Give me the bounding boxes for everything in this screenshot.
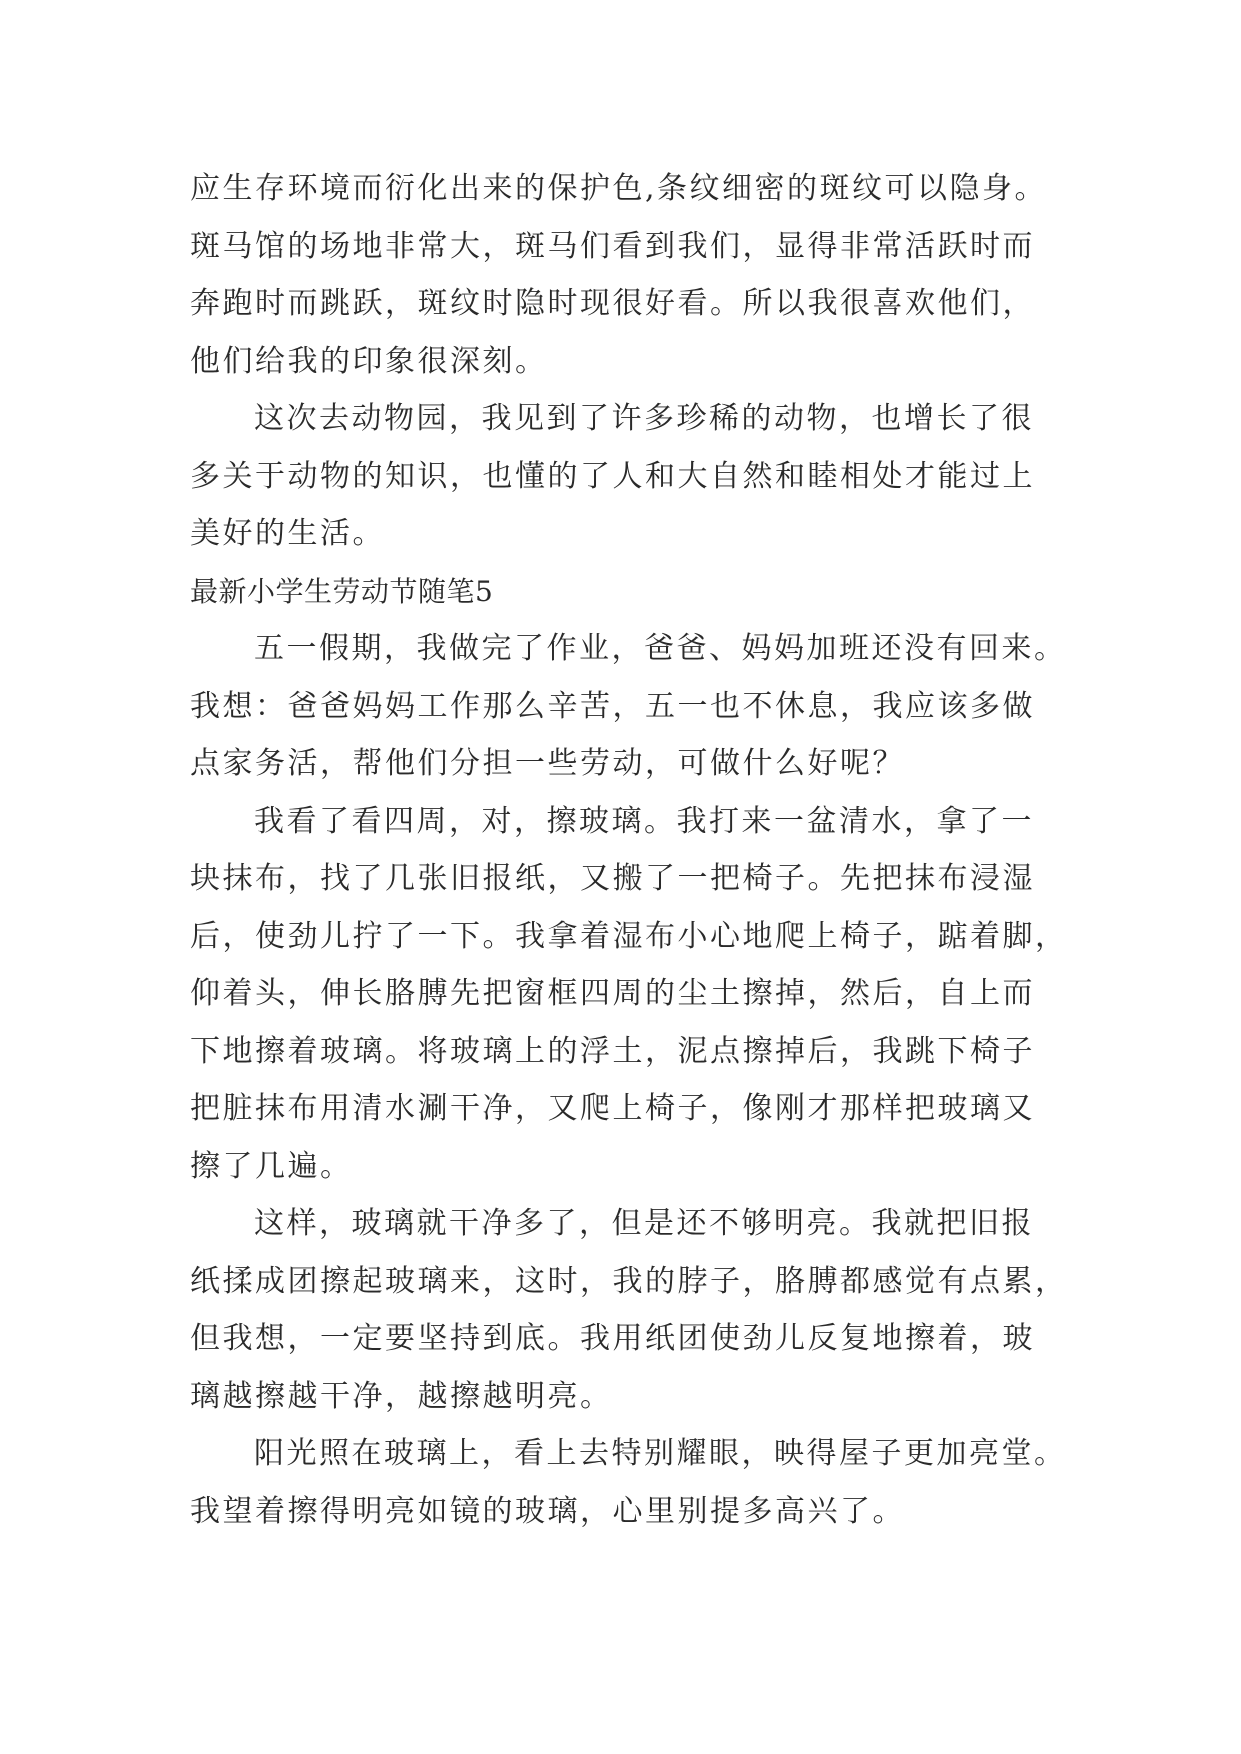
text-line: 把脏抹布用清水涮干净，又爬上椅子，像刚才那样把玻璃又 <box>190 1091 1035 1126</box>
text-line: 但我想，一定要坚持到底。我用纸团使劲儿反复地擦着，玻 <box>190 1321 1035 1356</box>
text-line: 后，使劲儿拧了一下。我拿着湿布小心地爬上椅子，踮着脚， <box>190 918 1068 954</box>
text-line: 纸揉成团擦起玻璃来，这时，我的脖子，胳膊都感觉有点累， <box>190 1263 1068 1299</box>
text-line: 应生存环境而衍化出来的保护色,条纹细密的斑纹可以隐身。 <box>190 171 1048 206</box>
text-line: 我望着擦得明亮如镜的玻璃，心里别提多高兴了。 <box>190 1493 905 1529</box>
text-line: 擦了几遍。 <box>190 1148 353 1184</box>
text-line: 下地擦着玻璃。将玻璃上的浮土，泥点擦掉后，我跳下椅子 <box>190 1033 1035 1069</box>
text-line: 美好的生活。 <box>190 516 385 551</box>
document-body <box>190 160 1090 1540</box>
text-line: 斑马馆的场地非常大，斑马们看到我们，显得非常活跃时而 <box>190 228 1035 264</box>
text-line: 我想：爸爸妈妈工作那么辛苦，五一也不休息，我应该多做 <box>190 688 1035 724</box>
text-line: 块抹布，找了几张旧报纸，又搬了一把椅子。先把抹布浸湿 <box>190 861 1035 896</box>
text-line: 奔跑时而跳跃，斑纹时隐时现很好看。所以我很喜欢他们， <box>190 286 1035 321</box>
text-line: 仰着头，伸长胳膊先把窗框四周的尘土擦掉，然后，自上而 <box>190 976 1035 1011</box>
paragraph-first-line: 这次去动物园，我见到了许多珍稀的动物，也增长了很 <box>254 401 1034 436</box>
section-title: 最新小学生劳动节随笔5 <box>190 574 494 608</box>
paragraph-first-line: 我看了看四周，对，擦玻璃。我打来一盆清水，拿了一 <box>254 803 1034 839</box>
text-line: 多关于动物的知识，也懂的了人和大自然和睦相处才能过上 <box>190 458 1035 494</box>
text-line: 璃越擦越干净，越擦越明亮。 <box>190 1378 613 1414</box>
paragraph-first-line: 阳光照在玻璃上，看上去特别耀眼，映得屋子更加亮堂。 <box>254 1436 1067 1471</box>
text-line: 他们给我的印象很深刻。 <box>190 343 548 379</box>
paragraph-first-line: 这样，玻璃就干净多了，但是还不够明亮。我就把旧报 <box>254 1206 1034 1241</box>
text-line: 点家务活，帮他们分担一些劳动，可做什么好呢？ <box>190 746 905 781</box>
paragraph-first-line: 五一假期，我做完了作业，爸爸、妈妈加班还没有回来。 <box>254 631 1067 666</box>
